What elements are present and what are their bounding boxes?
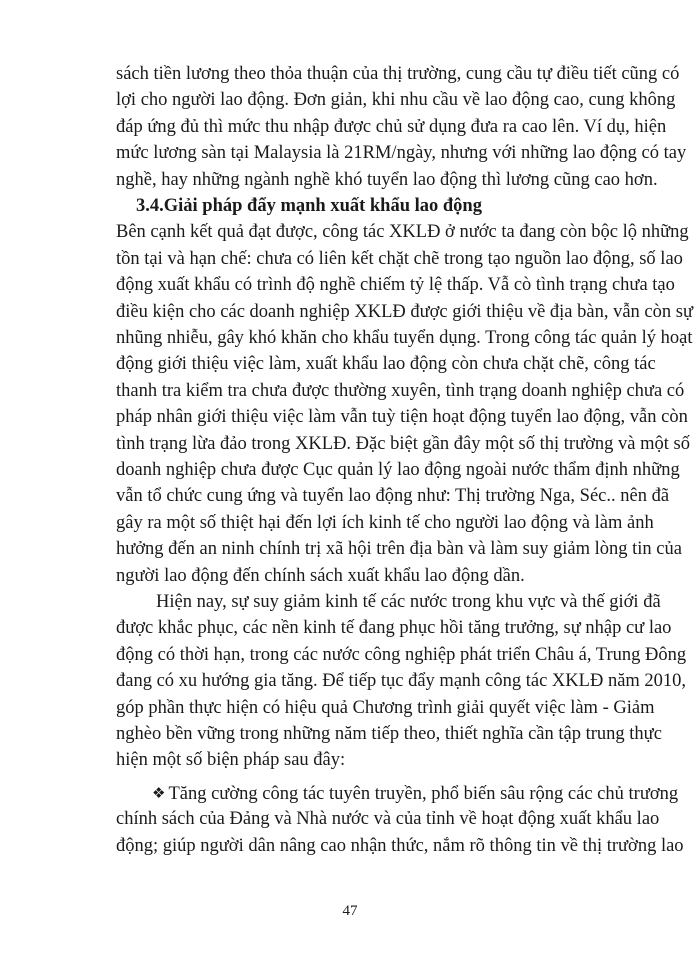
paragraph-line: tồn tại và hạn chế: chưa có liên kết chặt chẽ trong tạo nguồn lao động, số lao <box>116 249 683 269</box>
bullet-item-text: Tăng cường công tác tuyên truyền, phổ biến sâu rộng các chủ trương <box>168 784 679 804</box>
page-number: 47 <box>342 903 358 919</box>
bullet-item-line: chính sách của Đảng và Nhà nước và của tỉnh về hoạt động xuất khẩu lao <box>116 809 660 829</box>
bullet-item-first-line <box>152 781 679 806</box>
paragraph-line: thanh tra kiểm tra chưa được thường xuyên, tình trạng doanh nghiệp chưa có <box>116 381 685 401</box>
paragraph-line: pháp nhân giới thiệu việc làm vẫn tuỳ tiện hoạt động tuyển lao động, vẫn còn <box>116 407 688 427</box>
paragraph-line: động giới thiệu việc làm, xuất khẩu lao động còn chưa chặt chẽ, công tác <box>116 354 656 374</box>
section-heading: 3.4.Giải pháp đẩy mạnh xuất khẩu lao động <box>136 196 482 216</box>
bullet-item-line: động; giúp người dân nâng cao nhận thức, nắm rõ thông tin về thị trường lao <box>116 836 684 856</box>
paragraph-line: hiện một số biện pháp sau đây: <box>116 750 346 770</box>
paragraph-line: tình trạng lừa đảo trong XKLĐ. Đặc biệt gần đây một số thị trường và một số <box>116 434 690 454</box>
paragraph-line: mức lương sàn tại Malaysia là 21RM/ngày, nhưng với những lao động có tay <box>116 143 687 163</box>
paragraph-line: động xuất khẩu có trình độ nghề chiếm tỷ lệ thấp. Vẫ cò tình trạng chưa tạo <box>116 275 675 295</box>
paragraph-line: nhũng nhiễu, gây khó khăn cho khẩu tuyển dụng. Trong công tác quản lý hoạt <box>116 328 693 348</box>
paragraph-line: người lao động đến chính sách xuất khẩu lao động dần. <box>116 566 525 586</box>
paragraph-line: đang có xu hướng gia tăng. Để tiếp tục đẩy mạnh công tác XKLĐ năm 2010, <box>116 671 687 691</box>
paragraph-line: Bên cạnh kết quả đạt được, công tác XKLĐ ở nước ta đang còn bộc lộ những <box>116 222 689 242</box>
paragraph-line: nghèo bền vững trong những năm tiếp theo, thiết nghĩa cần tập trung thực <box>116 724 662 744</box>
paragraph-line: đáp ứng đủ thì mức thu nhập được chủ sử dụng đưa ra cao lên. Ví dụ, hiện <box>116 117 667 137</box>
paragraph-line: sách tiền lương theo thỏa thuận của thị trường, cung cầu tự điều tiết cũng có <box>116 64 680 84</box>
paragraph-line: được khắc phục, các nền kinh tế đang phục hồi tăng trưởng, sự nhập cư lao <box>116 618 672 638</box>
paragraph-line: góp phần thực hiện có hiệu quả Chương trình giải quyết việc làm - Giảm <box>116 698 655 718</box>
paragraph-line: lợi cho người lao động. Đơn giản, khi nhu cầu về lao động cao, cung không <box>116 90 676 110</box>
paragraph-line: hưởng đến an ninh chính trị xã hội trên địa bàn và làm suy giảm lòng tin của <box>116 539 682 559</box>
paragraph-line: vẫn tổ chức cung ứng và tuyển lao động như: Thị trường Nga, Séc.. nên đã <box>116 486 670 506</box>
paragraph-line: doanh nghiệp chưa được Cục quản lý lao động ngoài nước thẩm định những <box>116 460 680 480</box>
paragraph-line: điều kiện cho các doanh nghiệp XKLĐ được giới thiệu về địa bàn, vẫn còn sự <box>116 302 693 322</box>
diamond-bullet-icon: ❖ <box>152 784 166 802</box>
paragraph-line: động có thời hạn, trong các nước công nghiệp phát triển Châu á, Trung Đông <box>116 645 687 665</box>
paragraph-line: nghề, hay những ngành nghề khó tuyển lao động thì lương cũng cao hơn. <box>116 170 658 190</box>
paragraph-line: gây ra một số thiệt hại đến lợi ích kinh tế cho người lao động và làm ảnh <box>116 513 654 533</box>
paragraph-line: Hiện nay, sự suy giảm kinh tế các nước trong khu vực và thế giới đã <box>156 592 661 612</box>
